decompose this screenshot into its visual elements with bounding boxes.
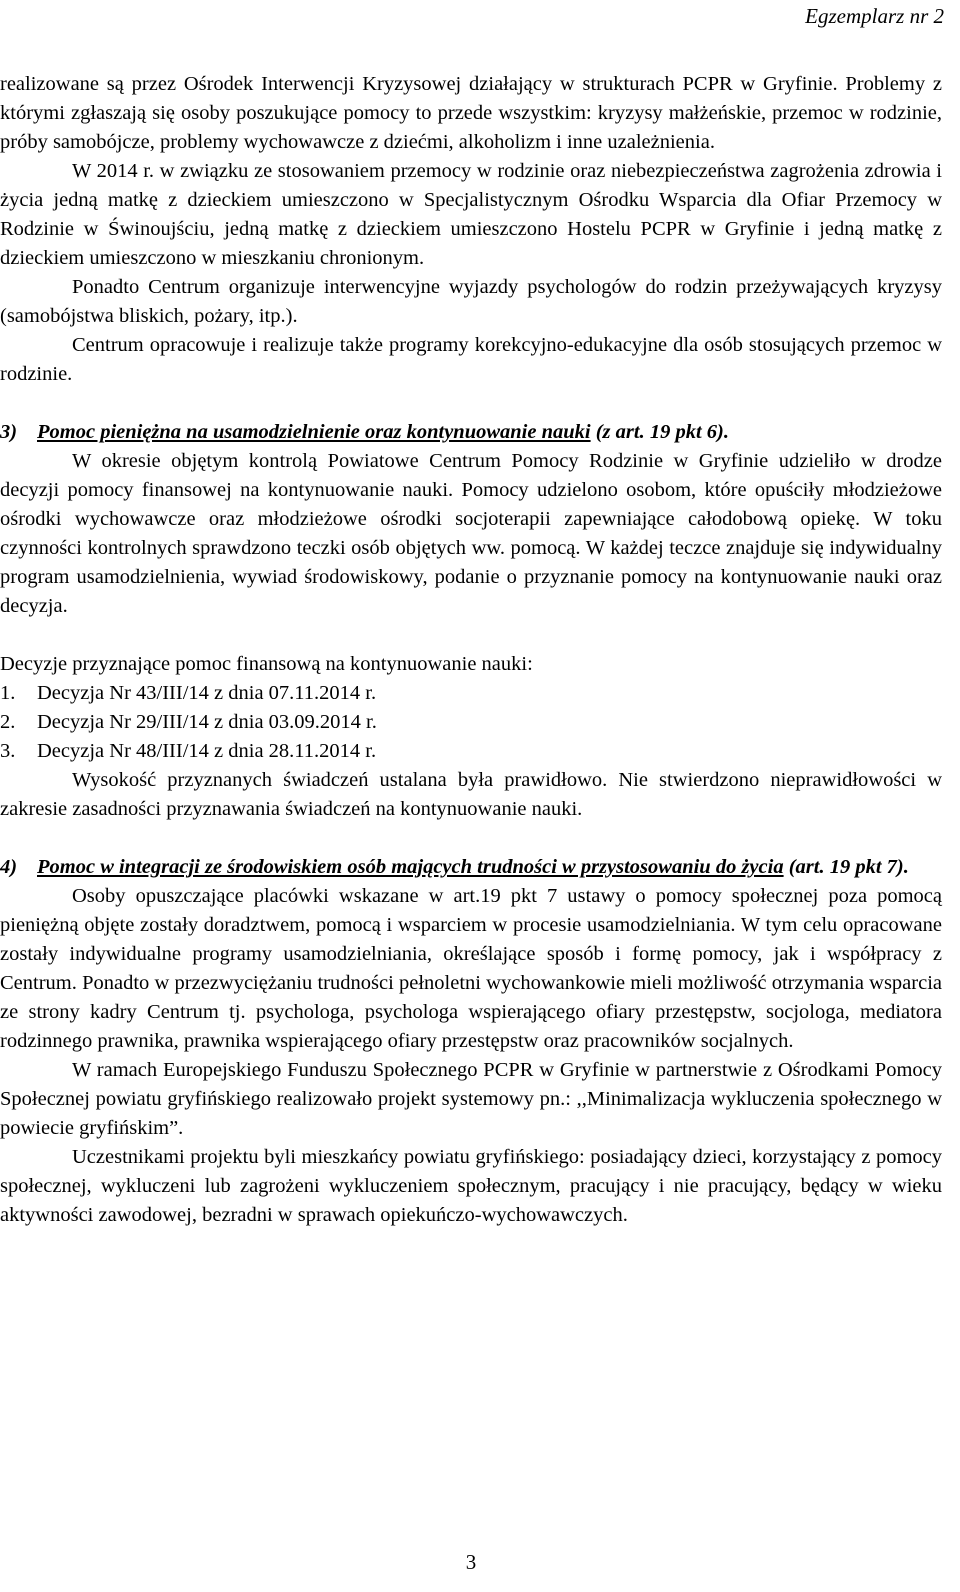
- list-item-text: Decyzja Nr 43/III/14 z dnia 07.11.2014 r.: [37, 682, 377, 704]
- list-item-number: 3.: [0, 740, 16, 762]
- section-3-title: Pomoc pieniężna na usamodzielnienie oraz kontynuowanie nauki: [37, 421, 591, 443]
- section-4-number: 4): [0, 856, 18, 878]
- paragraph-correctional-programs: Centrum opracowuje i realizuje także programy korekcyjno-edukacyjne dla osób stosujących przemoc w rodzinie.: [0, 334, 942, 385]
- section-4-paragraph-participants: Uczestnikami projektu byli mieszkańcy powiatu gryfińskiego: posiadający dzieci, korzystający z pomocy społecznej, wykluczeni lub zagrożeni wykluczeniem społecznym, pracujący i nie pracujący, będący w wieku aktywności zawodowej, bezradni w sprawach opiekuńczo-wychowawczych.: [0, 1146, 942, 1226]
- paragraph-2014-placements: W 2014 r. w związku ze stosowaniem przemocy w rodzinie oraz niebezpieczeństwa zagrożenia zdrowia i życia jedną matkę z dzieckiem umieszczono w Specjalistycznym Ośrodku Wsparcia dla Ofiar Przemocy w Rodzinie w Świnoujściu, jedną matkę z dzieckiem umieszczono Hostelu PCPR w Gryfinie i jedną matkę z dzieckiem umieszczono w mieszkaniu chronionym.: [0, 160, 942, 269]
- section-3-number: 3): [0, 421, 18, 443]
- section-4-paragraph-support: Osoby opuszczające placówki wskazane w art.19 pkt 7 ustawy o pomocy społecznej poza pomocą pieniężną objęte zostały doradztwem, pomocą i wsparciem w procesie usamodzielniania. W tym celu opracowane zostały indywidualne programy usamodzielniania, określające sposób i formę pomocy, jak i współpracy z Centrum. Ponadto w przezwyciężaniu trudności pełnoletni wychowankowie mieli możliwość otrzymania wsparcia ze strony kadry Centrum tj. psychologa, psychologa wspierającego ofiary przestępstw, socjologa, mediatora rodzinnego prawnika, prawnika wspierającego ofiary przestępstw oraz pracowników socjalnych.: [0, 885, 942, 1052]
- list-item-text: Decyzja Nr 29/III/14 z dnia 03.09.2014 r.: [37, 711, 377, 733]
- section-3-heading: [0, 418, 942, 447]
- section-4-heading: [0, 853, 942, 882]
- page-number: 3: [465, 1550, 477, 1574]
- section-3-article-ref: (z art. 19 pkt 6).: [590, 421, 729, 443]
- list-item: [0, 737, 942, 766]
- list-item: [0, 708, 942, 737]
- list-item-number: 1.: [0, 682, 16, 704]
- section-4-article-ref: (art. 19 pkt 7).: [783, 856, 909, 878]
- list-item: [0, 679, 942, 708]
- section-4-title: Pomoc w integracji ze środowiskiem osób mających trudności w przystosowaniu do życia: [37, 856, 784, 878]
- section-4-paragraph-efs-project: W ramach Europejskiego Funduszu Społecznego PCPR w Gryfinie w partnerstwie z Ośrodkami Pomocy Społecznej powiatu gryfińskiego realizowało projekt systemowy pn.: ,,Minimalizacja wykluczenia społecznego w powiecie gryfińskim”.: [0, 1059, 942, 1139]
- document-copy-label: Egzemplarz nr 2: [805, 4, 944, 28]
- section-3-decisions-intro: Decyzje przyznające pomoc finansową na kontynuowanie nauki:: [0, 653, 533, 675]
- paragraph-intervention-trips: Ponadto Centrum organizuje interwencyjne wyjazdy psychologów do rodzin przeżywających kryzysy (samobójstwa bliskich, pożary, itp.).: [0, 276, 942, 327]
- list-item-text: Decyzja Nr 48/III/14 z dnia 28.11.2014 r.: [37, 740, 377, 762]
- decisions-list: [0, 679, 942, 766]
- document-body: [0, 70, 942, 1230]
- paragraph-crisis-center: realizowane są przez Ośrodek Interwencji Kryzysowej działający w strukturach PCPR w Gryfinie. Problemy z którymi zgłaszają się osoby poszukujące pomocy to przede wszystkim: kryzysy małżeńskie, przemoc w rodzinie, próby samobójcze, problemy wychowawcze z dziećmi, alkoholizm i inne uzależnienia.: [0, 73, 942, 153]
- section-3-paragraph-audit: W okresie objętym kontrolą Powiatowe Centrum Pomocy Rodzinie w Gryfinie udzieliło w drodze decyzji pomocy finansowej na kontynuowanie nauki. Pomocy udzielono osobom, które opuściły młodzieżowe ośrodki wychowawcze oraz młodzieżowe ośrodki socjoterapii zapewniające całodobową opiekę. W toku czynności kontrolnych sprawdzono teczki osób objętych ww. pomocą. W każdej teczce znajduje się indywidualny program usamodzielnienia, wywiad środowiskowy, podanie o przyznanie pomocy na kontynuowanie nauki oraz decyzja.: [0, 450, 942, 617]
- section-3-paragraph-conclusion: Wysokość przyznanych świadczeń ustalana była prawidłowo. Nie stwierdzono nieprawidłowości w zakresie zasadności przyznawania świadczeń na kontynuowanie nauki.: [0, 769, 942, 820]
- list-item-number: 2.: [0, 711, 16, 733]
